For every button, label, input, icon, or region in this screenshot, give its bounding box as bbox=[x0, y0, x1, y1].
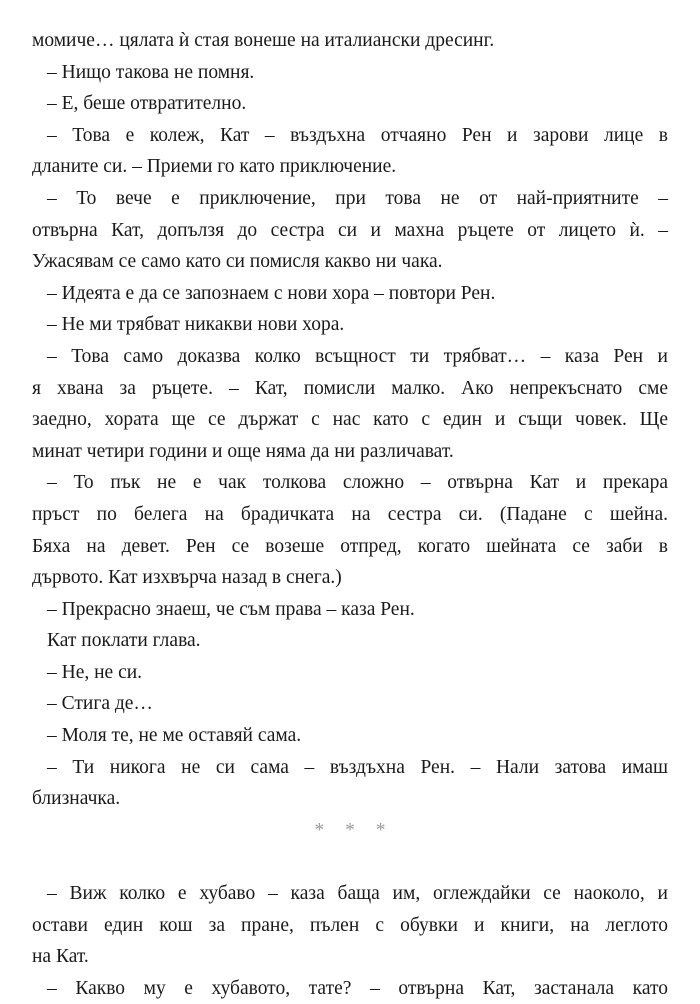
text-line: Ужасявам се само като си помисля какво ни чака. bbox=[32, 251, 443, 273]
text-line: я хвана за ръцете. – Кат, помисли малко. Ако непрекъснато сме bbox=[32, 377, 668, 399]
body-text bbox=[32, 25, 668, 1004]
text-line: – Виж колко е хубаво – каза баща им, оглеждайки се наоколо, и bbox=[47, 883, 668, 905]
text-line: остави един кош за пране, пълен с обувки и книги, на леглото bbox=[32, 914, 668, 936]
text-line: – Това само доказва колко всъщност ти трябват… – каза Рен и bbox=[47, 345, 668, 367]
text-line: пръст по белега на брадичката на сестра си. (Падане с шейна. bbox=[32, 503, 668, 525]
text-line: момиче… цялата ѝ стая вонеше на италиански дресинг. bbox=[32, 30, 495, 51]
section-separator: * * * bbox=[314, 819, 394, 841]
text-line: – То вече е приключение, при това не от най-приятните – bbox=[47, 187, 668, 209]
text-line: – Нищо такова не помня. bbox=[47, 61, 255, 83]
text-line: дървото. Кат изхвърча назад в снега.) bbox=[32, 567, 342, 589]
blank-gap bbox=[32, 846, 668, 878]
text-line: Кат поклати глава. bbox=[47, 630, 201, 652]
text-line: близначка. bbox=[32, 788, 121, 810]
text-line: – Какво му е хубавото, тате? – отвърна Кат, застанала като bbox=[47, 977, 668, 999]
text-line: – Това е колеж, Кат – въздъхна отчаяно Рен и зарови лице в bbox=[47, 124, 668, 146]
text-line: – Прекрасно знаеш, че съм права – каза Рен. bbox=[47, 598, 415, 620]
text-line: – Не, не си. bbox=[47, 661, 143, 683]
text-line: – То пък не е чак толкова сложно – отвърна Кат и прекара bbox=[47, 472, 668, 494]
text-line: на Кат. bbox=[32, 946, 89, 968]
text-line: минат четири години и още няма да ни различават. bbox=[32, 440, 454, 462]
text-line: – Моля те, не ме оставяй сама. bbox=[47, 725, 302, 747]
text-line: заедно, хората ще се държат с нас като с един и същи човек. Ще bbox=[32, 409, 668, 431]
text-line: – Идеята е да се запознаем с нови хора – повтори Рен. bbox=[47, 282, 496, 304]
text-line: – Е, беше отвратително. bbox=[47, 93, 247, 115]
text-line: – Ти никога не си сама – въздъхна Рен. – Нали затова имаш bbox=[47, 756, 668, 778]
text-line: Бяха на девет. Рен се возеше отпред, когато шейната се заби в bbox=[32, 535, 668, 557]
text-line: – Стига де… bbox=[47, 693, 153, 715]
text-line: – Не ми трябват никакви нови хора. bbox=[47, 314, 345, 336]
text-line: отвърна Кат, допълзя до сестра си и махна ръцете от лицето ѝ. – bbox=[32, 219, 668, 241]
text-line: дланите си. – Приеми го като приключение. bbox=[32, 156, 397, 178]
